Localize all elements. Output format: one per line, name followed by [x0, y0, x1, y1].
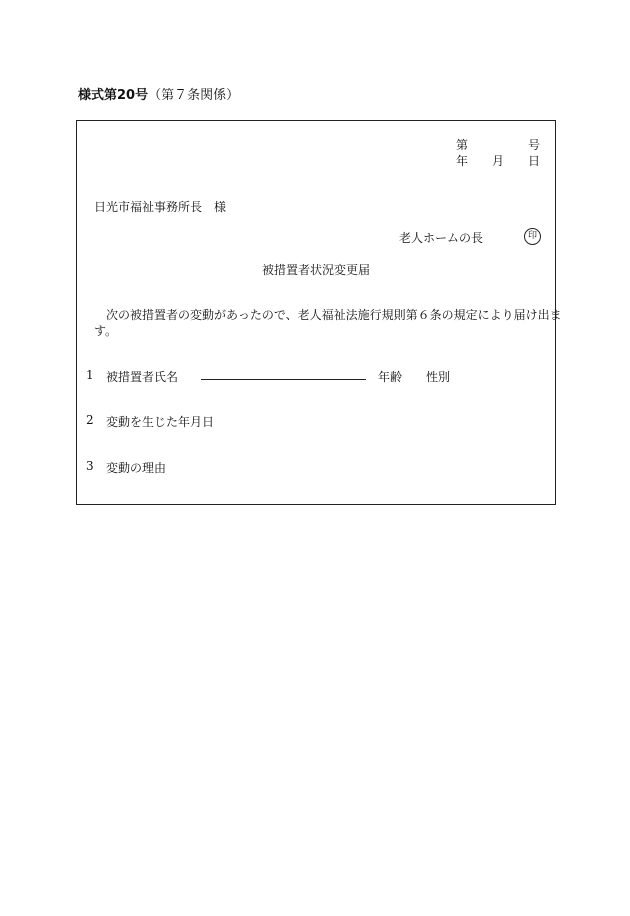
age-label: 年齢 — [378, 370, 403, 384]
doc-number-go: 号 — [528, 138, 541, 152]
body-line-1: 次の被措置者の変動があったので、老人福祉法施行規則第６条の規定により届け出ま — [106, 308, 562, 322]
doc-number-dai: 第 — [456, 138, 469, 152]
item-1-label: 被措置者氏名 — [106, 370, 179, 384]
item-1-number: 1 — [86, 368, 94, 382]
item-3-number: 3 — [86, 459, 94, 473]
item-2-number: 2 — [86, 413, 94, 427]
addressee: 日光市福祉事務所長 様 — [94, 200, 227, 214]
body-line-2: す。 — [94, 324, 118, 338]
form-relation: （第７条関係） — [148, 88, 240, 103]
sex-label: 性別 — [426, 370, 451, 384]
item-2-label: 変動を生じた年月日 — [106, 415, 215, 429]
date-year: 年 — [456, 154, 469, 168]
seal-mark: 印 — [524, 228, 541, 245]
document-title: 被措置者状況変更届 — [262, 263, 371, 277]
item-3-label: 変動の理由 — [106, 461, 167, 475]
date-month: 月 — [492, 154, 505, 168]
form-code — [78, 84, 239, 103]
name-underline — [201, 379, 366, 380]
form-number: 様式第20号 — [78, 88, 149, 103]
date-day: 日 — [528, 154, 541, 168]
sender-label: 老人ホームの長 — [399, 231, 484, 245]
